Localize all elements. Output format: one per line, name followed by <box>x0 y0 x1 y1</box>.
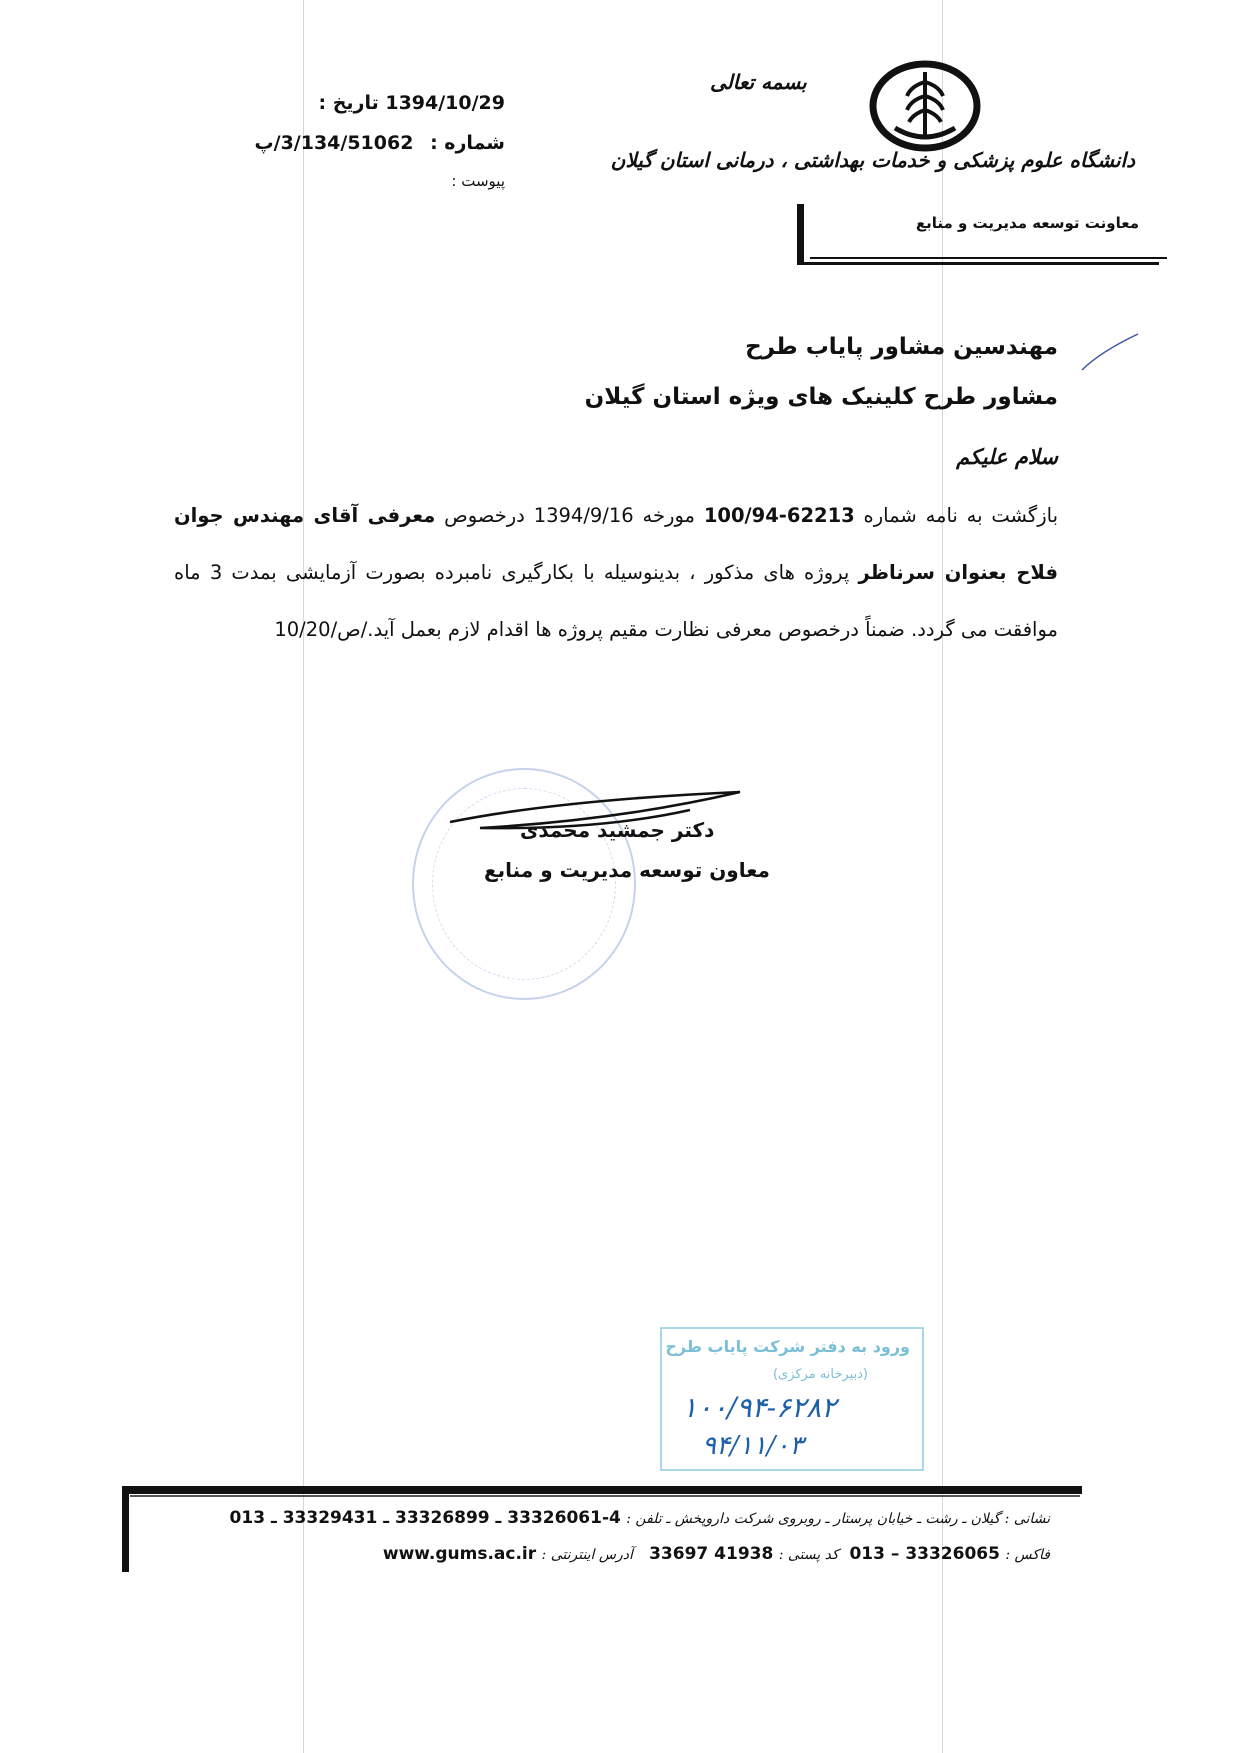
letter-body <box>174 487 1058 658</box>
number-value: 3/134/51062/پ <box>254 132 414 154</box>
footer-postal: 41938 33697 <box>649 1544 774 1564</box>
pen-tick-icon <box>1080 332 1140 372</box>
received-stamp-title: ورود به دفتر شرکت پایاب طرح <box>665 1337 910 1356</box>
date-value: 1394/10/29 <box>385 92 505 114</box>
number-label: شماره : <box>430 132 505 154</box>
body-text-1: بازگشت به نامه شماره <box>854 504 1058 527</box>
attachment-label: پیوست : <box>451 172 505 190</box>
footer-phones: 4-33326061 ـ 33326899 ـ 33329431 ـ 013 <box>229 1508 621 1528</box>
ref-number: 62213-100/94 <box>703 504 855 527</box>
footer-web-label: آدرس اینترنتی : <box>541 1547 633 1563</box>
received-number: ۱۰۰/۹۴-۶۲۸۲ <box>682 1391 837 1424</box>
footer-website: www.gums.ac.ir <box>382 1544 537 1564</box>
body-text-3: پروژه های مذکور ، بدینوسیله با بکارگیری نامبرده بصورت آزمایشی بمدت 3 ماه موافقت می گردد. ضمناً درخصوص معرفی نظارت مقیم پروژه ها اقدام لازم بعمل آید./ص/10/20 <box>174 561 1058 641</box>
footer-address-label: نشانی : گیلان ـ رشت ـ خیابان پرستار ـ روبروی شرکت داروپخش ـ تلفن : <box>626 1511 1050 1527</box>
received-date: ۹۴/۱۱/۰۳ <box>702 1431 804 1461</box>
date-line <box>308 92 505 114</box>
addressee-line-1: مهندسین مشاور پایاب طرح <box>745 334 1058 360</box>
footer-address <box>140 1508 1050 1528</box>
greeting: سلام علیکم <box>956 444 1058 469</box>
footer-postal-label: کد پستی : <box>778 1547 839 1563</box>
basmala: بسمه تعالی <box>710 70 807 94</box>
body-bold-1: معرفی آقای مهندس جوان فلاح بعنوان سرناظر <box>174 504 1058 584</box>
body-text-2: مورخه 1394/9/16 درخصوص <box>435 504 704 527</box>
received-stamp-subtitle: (دبیرخانه مرکزی) <box>772 1367 868 1382</box>
addressee-line-2: مشاور طرح کلینیک های ویژه استان گیلان <box>584 384 1058 410</box>
university-name: دانشگاه علوم پزشکی و خدمات بهداشتی ، درمانی استان گیلان <box>610 148 1135 172</box>
footer-corner <box>122 1486 129 1572</box>
signatory-title: معاون توسعه مدیریت و منابع <box>484 858 770 882</box>
signatory-name: دکتر جمشید محمدی <box>520 818 715 842</box>
received-stamp <box>660 1327 924 1471</box>
footer-fax-label: فاکس : <box>1005 1547 1050 1563</box>
footer-contact <box>140 1544 1050 1564</box>
department-box <box>797 204 1159 265</box>
department-title: معاونت توسعه مدیریت و منابع <box>915 214 1139 232</box>
footer-divider <box>122 1486 1082 1494</box>
number-line <box>255 132 505 154</box>
footer-fax: 33326065 – 013 <box>849 1544 1000 1564</box>
date-label: تاریخ : <box>318 92 379 114</box>
footer-divider-thin <box>130 1495 1080 1497</box>
